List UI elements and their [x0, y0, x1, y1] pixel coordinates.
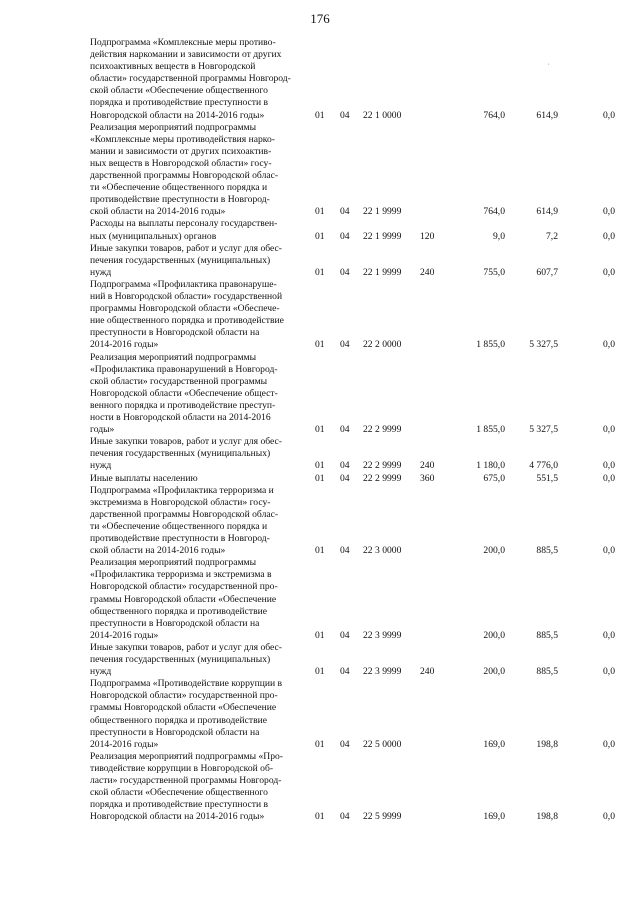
amount-3: 0,0: [603, 545, 615, 557]
table-row: [0, 557, 640, 642]
table-row: [0, 751, 640, 824]
amount-2: 607,7: [536, 266, 558, 278]
amount-1: 200,0: [483, 629, 505, 641]
article-code: 22 3 0000: [363, 545, 402, 557]
article-code: 22 1 9999: [363, 230, 402, 242]
amount-1: 1 855,0: [476, 424, 505, 436]
table-row: [0, 218, 640, 242]
amount-2: 198,8: [536, 811, 558, 823]
row-description: Реализация мероприятий подпрограммы «Комплексные меры противодействия нарко- мании и зависимости от других психоактив- ных веществ в Новгородской области» госу- дарственной программы Новгородской облас- ти «Обеспечение общественного порядка и противодействие преступности в Новгород- ской области на 2014-2016 годы»: [90, 121, 279, 218]
amount-2: 5 327,5: [529, 339, 558, 351]
row-description: Расходы на выплаты персоналу государствен- ных (муниципальных) органов: [90, 218, 278, 242]
amount-1: 9,0: [493, 230, 505, 242]
amount-1: 1 180,0: [476, 460, 505, 472]
section-code: 01: [315, 738, 325, 750]
subsection-code: 04: [340, 424, 350, 436]
amount-2: 885,5: [536, 666, 558, 678]
amount-3: 0,0: [603, 109, 615, 121]
article-code: 22 3 9999: [363, 666, 402, 678]
amount-3: 0,0: [603, 629, 615, 641]
amount-2: 4 776,0: [529, 460, 558, 472]
row-description: Подпрограмма «Профилактика правонаруше- ний в Новгородской области» государственной программы Новгородской области «Обеспече- ние общественного порядка и противодействие преступности в Новгородской области на 2014-2016 годы»: [90, 278, 284, 351]
table-row: [0, 243, 640, 279]
amount-3: 0,0: [603, 460, 615, 472]
article-code: 22 1 9999: [363, 266, 402, 278]
table-row: [0, 642, 640, 678]
section-code: 01: [315, 545, 325, 557]
article-code: 22 5 0000: [363, 738, 402, 750]
row-description: Реализация мероприятий подпрограммы «Про- тиводействие коррупции в Новгородской об- ласти» государственной программы Новгород- ской области «Обеспечение общественного порядка и противодействие преступности в Новгородской области на 2014-2016 годы»: [90, 750, 283, 823]
expense-type-code: 240: [420, 666, 435, 678]
expense-type-code: 240: [420, 266, 435, 278]
table-row: [0, 436, 640, 472]
amount-3: 0,0: [603, 230, 615, 242]
table-row: [0, 485, 640, 558]
article-code: 22 2 9999: [363, 460, 402, 472]
corner-mark: ,: [548, 60, 550, 66]
amount-2: 614,9: [536, 206, 558, 218]
subsection-code: 04: [340, 206, 350, 218]
subsection-code: 04: [340, 230, 350, 242]
row-description: Реализация мероприятий подпрограммы «Профилактика правонарушений в Новгород- ской области» государственной программы Новгородской области «Обеспечение общест- венного порядка и противодействие преступ- ности в Новгородской области на 2014-2016 годы»: [90, 351, 278, 436]
subsection-code: 04: [340, 472, 350, 484]
row-description: Иные закупки товаров, работ и услуг для обес- печения государственных (муниципальных) нужд: [90, 242, 282, 278]
amount-3: 0,0: [603, 206, 615, 218]
amount-1: 675,0: [483, 472, 505, 484]
amount-3: 0,0: [603, 472, 615, 484]
article-code: 22 2 9999: [363, 424, 402, 436]
section-code: 01: [315, 472, 325, 484]
amount-1: 200,0: [483, 666, 505, 678]
subsection-code: 04: [340, 811, 350, 823]
amount-2: 198,8: [536, 738, 558, 750]
section-code: 01: [315, 109, 325, 121]
expense-type-code: 240: [420, 460, 435, 472]
section-code: 01: [315, 629, 325, 641]
amount-3: 0,0: [603, 811, 615, 823]
row-description: Реализация мероприятий подпрограммы «Профилактика терроризма и экстремизма в Новгородской области» государственной про- граммы Новгородской области «Обеспечение общественного порядка и противодействие преступности в Новгородской области на 2014-2016 годы»: [90, 557, 278, 641]
table-row: [0, 352, 640, 437]
subsection-code: 04: [340, 339, 350, 351]
section-code: 01: [315, 266, 325, 278]
section-code: 01: [315, 666, 325, 678]
table-row: [0, 678, 640, 751]
amount-1: 755,0: [483, 266, 505, 278]
subsection-code: 04: [340, 738, 350, 750]
row-description: Подпрограмма «Комплексные меры противо- действия наркомании и зависимости от других психоактивных веществ в Новгородской области» государственной программы Новгород- ской области «Обеспечение общественного порядка и противодействие преступности в Новгородской области на 2014-2016 годы»: [90, 37, 291, 121]
amount-3: 0,0: [603, 738, 615, 750]
amount-3: 0,0: [603, 266, 615, 278]
row-description: Иные выплаты населению: [90, 472, 198, 484]
subsection-code: 04: [340, 545, 350, 557]
row-description: Иные закупки товаров, работ и услуг для обес- печения государственных (муниципальных) нужд: [90, 436, 282, 472]
amount-2: 614,9: [536, 109, 558, 121]
section-code: 01: [315, 206, 325, 218]
row-description: Подпрограмма «Профилактика терроризма и экстремизма в Новгородской области» госу- дарственной программы Новгородской облас- ти «Обеспечение общественного порядка и противодействие преступности в Новгород- ской области на 2014-2016 годы»: [90, 484, 279, 557]
table-row: [0, 37, 640, 122]
subsection-code: 04: [340, 109, 350, 121]
table-row: [0, 473, 640, 485]
amount-2: 551,5: [536, 472, 558, 484]
section-code: 01: [315, 811, 325, 823]
section-code: 01: [315, 230, 325, 242]
subsection-code: 04: [340, 460, 350, 472]
table-row: [0, 122, 640, 219]
amount-1: 764,0: [483, 206, 505, 218]
row-description: Иные закупки товаров, работ и услуг для обес- печения государственных (муниципальных) нужд: [90, 641, 282, 678]
table-row: [0, 279, 640, 352]
expense-type-code: 360: [420, 472, 435, 484]
article-code: 22 1 9999: [363, 206, 402, 218]
subsection-code: 04: [340, 666, 350, 678]
amount-1: 1 855,0: [476, 339, 505, 351]
amount-2: 885,5: [536, 629, 558, 641]
expense-type-code: 120: [420, 230, 435, 242]
article-code: 22 3 9999: [363, 629, 402, 641]
row-description: Подпрограмма «Противодействие коррупции в Новгородской области» государственной про- граммы Новгородской области «Обеспечение общественного порядка и противодействие преступности в Новгородской области на 2014-2016 годы»: [90, 678, 283, 750]
section-code: 01: [315, 424, 325, 436]
budget-table: [0, 37, 640, 823]
article-code: 22 1 0000: [363, 109, 402, 121]
amount-2: 5 327,5: [529, 424, 558, 436]
amount-1: 169,0: [483, 738, 505, 750]
article-code: 22 5 9999: [363, 811, 402, 823]
article-code: 22 2 9999: [363, 472, 402, 484]
amount-2: 885,5: [536, 545, 558, 557]
subsection-code: 04: [340, 266, 350, 278]
amount-2: 7,2: [546, 230, 558, 242]
section-code: 01: [315, 460, 325, 472]
subsection-code: 04: [340, 629, 350, 641]
amount-1: 764,0: [483, 109, 505, 121]
section-code: 01: [315, 339, 325, 351]
amount-1: 169,0: [483, 811, 505, 823]
amount-3: 0,0: [603, 339, 615, 351]
amount-3: 0,0: [603, 666, 615, 678]
amount-1: 200,0: [483, 545, 505, 557]
page-number: 176: [310, 11, 330, 26]
article-code: 22 2 0000: [363, 339, 402, 351]
amount-3: 0,0: [603, 424, 615, 436]
